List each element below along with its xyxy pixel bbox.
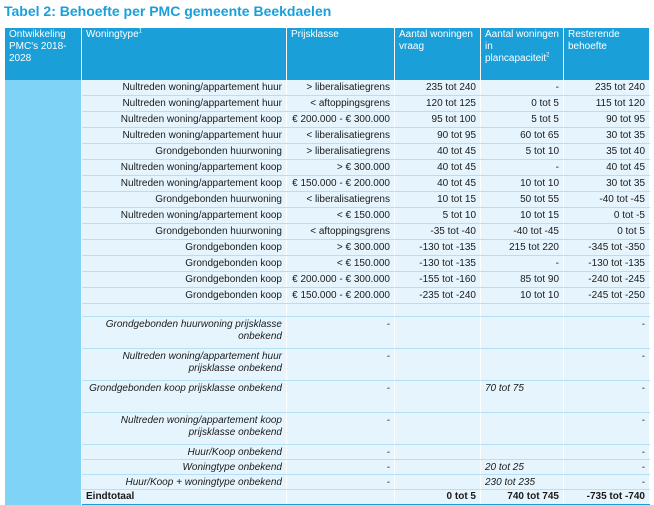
table-title: Tabel 2: Behoefte per PMC gemeente Beekdaelen bbox=[4, 3, 332, 19]
cell-rest: 30 tot 35 bbox=[564, 176, 650, 192]
cell-prijsklasse: > liberalisatiegrens bbox=[287, 144, 395, 160]
cell-plan bbox=[481, 317, 564, 349]
cell-vraag: -155 tot -160 bbox=[395, 272, 481, 288]
table-row bbox=[5, 192, 650, 208]
cell-vraag: 40 tot 45 bbox=[395, 144, 481, 160]
cell-rest: -240 tot -245 bbox=[564, 272, 650, 288]
cell-prijsklasse: - bbox=[287, 475, 395, 490]
cell-prijsklasse: € 150.000 - € 200.000 bbox=[287, 288, 395, 304]
table-row bbox=[5, 96, 650, 112]
cell-woningtype: Huur/Koop onbekend bbox=[82, 445, 287, 460]
table-row bbox=[5, 413, 650, 445]
cell-vraag: 40 tot 45 bbox=[395, 160, 481, 176]
table-row bbox=[5, 176, 650, 192]
cell-plan: 230 tot 235 bbox=[481, 475, 564, 490]
cell-rest: 90 tot 95 bbox=[564, 112, 650, 128]
cell-prijsklasse: > liberalisatiegrens bbox=[287, 80, 395, 96]
cell-plan: 70 tot 75 bbox=[481, 381, 564, 413]
cell-rest: 40 tot 45 bbox=[564, 160, 650, 176]
cell-rest: - bbox=[564, 445, 650, 460]
header-prijsklasse: Prijsklasse bbox=[287, 28, 395, 80]
cell-plan bbox=[481, 413, 564, 445]
behoefte-table bbox=[4, 28, 650, 505]
header-period: Ontwikkeling PMC's 2018-2028 bbox=[5, 28, 82, 80]
table-row bbox=[5, 240, 650, 256]
cell-prijsklasse: < liberalisatiegrens bbox=[287, 192, 395, 208]
cell-plan: 20 tot 25 bbox=[481, 460, 564, 475]
cell-prijsklasse: - bbox=[287, 381, 395, 413]
header-rest: Resterende behoefte bbox=[564, 28, 650, 80]
cell-woningtype: Grondgebonden huurwoning prijsklasse onbekend bbox=[82, 317, 287, 349]
cell-rest: - bbox=[564, 460, 650, 475]
cell-vraag: -130 tot -135 bbox=[395, 240, 481, 256]
cell-vraag: 120 tot 125 bbox=[395, 96, 481, 112]
spacer-row bbox=[5, 304, 650, 317]
total-row bbox=[5, 490, 650, 505]
cell-plan: -40 tot -45 bbox=[481, 224, 564, 240]
cell-prijsklasse: € 150.000 - € 200.000 bbox=[287, 176, 395, 192]
side-column bbox=[5, 80, 82, 505]
cell-woningtype: Nultreden woning/appartement koop bbox=[82, 208, 287, 224]
total-vraag: 0 tot 5 bbox=[395, 490, 481, 505]
cell-rest: -40 tot -45 bbox=[564, 192, 650, 208]
header-woningtype: Woningtype$^1$ bbox=[82, 28, 287, 80]
cell-woningtype: Nultreden woning/appartement huur bbox=[82, 128, 287, 144]
cell-vraag bbox=[395, 349, 481, 381]
table-row bbox=[5, 349, 650, 381]
cell-woningtype: Woningtype onbekend bbox=[82, 460, 287, 475]
table-row bbox=[5, 475, 650, 490]
cell-prijsklasse: - bbox=[287, 445, 395, 460]
cell-woningtype: Grondgebonden huurwoning bbox=[82, 192, 287, 208]
cell-rest: - bbox=[564, 413, 650, 445]
cell-vraag bbox=[395, 475, 481, 490]
cell-vraag bbox=[395, 460, 481, 475]
total-label: Eindtotaal bbox=[82, 490, 287, 505]
table-row bbox=[5, 445, 650, 460]
cell-rest: - bbox=[564, 475, 650, 490]
cell-plan: 5 tot 5 bbox=[481, 112, 564, 128]
cell-prijsklasse: < € 150.000 bbox=[287, 256, 395, 272]
cell-woningtype: Nultreden woning/appartement huur bbox=[82, 96, 287, 112]
cell-plan: 85 tot 90 bbox=[481, 272, 564, 288]
cell-plan: 60 tot 65 bbox=[481, 128, 564, 144]
cell-prijsklasse: - bbox=[287, 460, 395, 475]
cell-woningtype: Grondgebonden koop bbox=[82, 256, 287, 272]
table-row bbox=[5, 144, 650, 160]
table-row bbox=[5, 256, 650, 272]
table-row bbox=[5, 112, 650, 128]
cell-woningtype: Nultreden woning/appartement koop prijsklasse onbekend bbox=[82, 413, 287, 445]
cell-prijsklasse: < aftoppingsgrens bbox=[287, 224, 395, 240]
cell-rest: -345 tot -350 bbox=[564, 240, 650, 256]
cell-rest: -245 tot -250 bbox=[564, 288, 650, 304]
cell-rest: - bbox=[564, 381, 650, 413]
cell-plan: - bbox=[481, 80, 564, 96]
table-row bbox=[5, 317, 650, 349]
table-row bbox=[5, 128, 650, 144]
table-row bbox=[5, 80, 650, 96]
cell-woningtype: Huur/Koop + woningtype onbekend bbox=[82, 475, 287, 490]
cell-rest: - bbox=[564, 317, 650, 349]
cell-prijsklasse: € 200.000 - € 300.000 bbox=[287, 112, 395, 128]
cell-rest: 0 tot -5 bbox=[564, 208, 650, 224]
cell-plan: - bbox=[481, 160, 564, 176]
header-vraag: Aantal woningen vraag bbox=[395, 28, 481, 80]
cell-prijsklasse: < aftoppingsgrens bbox=[287, 96, 395, 112]
cell-rest: 235 tot 240 bbox=[564, 80, 650, 96]
cell-vraag bbox=[395, 317, 481, 349]
cell-rest: - bbox=[564, 349, 650, 381]
table-row bbox=[5, 381, 650, 413]
cell-woningtype: Grondgebonden koop prijsklasse onbekend bbox=[82, 381, 287, 413]
cell-vraag: 90 tot 95 bbox=[395, 128, 481, 144]
table-row bbox=[5, 288, 650, 304]
total-rest: -735 tot -740 bbox=[564, 490, 650, 505]
cell-plan bbox=[481, 445, 564, 460]
cell-vraag: 95 tot 100 bbox=[395, 112, 481, 128]
cell-woningtype: Grondgebonden koop bbox=[82, 288, 287, 304]
cell-rest: 35 tot 40 bbox=[564, 144, 650, 160]
cell-rest: -130 tot -135 bbox=[564, 256, 650, 272]
cell-rest: 30 tot 35 bbox=[564, 128, 650, 144]
cell-vraag: -130 tot -135 bbox=[395, 256, 481, 272]
cell-woningtype: Grondgebonden koop bbox=[82, 240, 287, 256]
cell-vraag: 235 tot 240 bbox=[395, 80, 481, 96]
table-row bbox=[5, 160, 650, 176]
header-plan: Aantal woningen in plancapaciteit$^2$ bbox=[481, 28, 564, 80]
cell-woningtype: Grondgebonden huurwoning bbox=[82, 224, 287, 240]
cell-prijsklasse: - bbox=[287, 349, 395, 381]
cell-prijsklasse: > € 300.000 bbox=[287, 240, 395, 256]
table-row bbox=[5, 208, 650, 224]
cell-prijsklasse: < liberalisatiegrens bbox=[287, 128, 395, 144]
table-row bbox=[5, 460, 650, 475]
cell-vraag bbox=[395, 445, 481, 460]
total-plan: 740 tot 745 bbox=[481, 490, 564, 505]
cell-prijsklasse: > € 300.000 bbox=[287, 160, 395, 176]
cell-prijsklasse: - bbox=[287, 317, 395, 349]
cell-plan: 10 tot 10 bbox=[481, 176, 564, 192]
cell-rest: 0 tot 5 bbox=[564, 224, 650, 240]
cell-vraag: -35 tot -40 bbox=[395, 224, 481, 240]
cell-plan: - bbox=[481, 256, 564, 272]
cell-vraag: 40 tot 45 bbox=[395, 176, 481, 192]
cell-plan: 5 tot 10 bbox=[481, 144, 564, 160]
cell-plan: 215 tot 220 bbox=[481, 240, 564, 256]
cell-vraag bbox=[395, 381, 481, 413]
cell-woningtype: Nultreden woning/appartement koop bbox=[82, 160, 287, 176]
cell-woningtype: Grondgebonden huurwoning bbox=[82, 144, 287, 160]
cell-prijsklasse: € 200.000 - € 300.000 bbox=[287, 272, 395, 288]
cell-vraag: -235 tot -240 bbox=[395, 288, 481, 304]
cell-rest: 115 tot 120 bbox=[564, 96, 650, 112]
cell-vraag: 10 tot 15 bbox=[395, 192, 481, 208]
cell-plan: 10 tot 10 bbox=[481, 288, 564, 304]
cell-plan bbox=[481, 349, 564, 381]
cell-plan: 50 tot 55 bbox=[481, 192, 564, 208]
table-row bbox=[5, 272, 650, 288]
cell-prijsklasse: < € 150.000 bbox=[287, 208, 395, 224]
cell-woningtype: Nultreden woning/appartement koop bbox=[82, 176, 287, 192]
cell-woningtype: Nultreden woning/appartement huur prijsklasse onbekend bbox=[82, 349, 287, 381]
cell-plan: 10 tot 15 bbox=[481, 208, 564, 224]
cell-prijsklasse: - bbox=[287, 413, 395, 445]
table-row bbox=[5, 224, 650, 240]
cell-woningtype: Grondgebonden koop bbox=[82, 272, 287, 288]
cell-plan: 0 tot 5 bbox=[481, 96, 564, 112]
cell-vraag: 5 tot 10 bbox=[395, 208, 481, 224]
cell-vraag bbox=[395, 413, 481, 445]
cell-woningtype: Nultreden woning/appartement koop bbox=[82, 112, 287, 128]
cell-woningtype: Nultreden woning/appartement huur bbox=[82, 80, 287, 96]
